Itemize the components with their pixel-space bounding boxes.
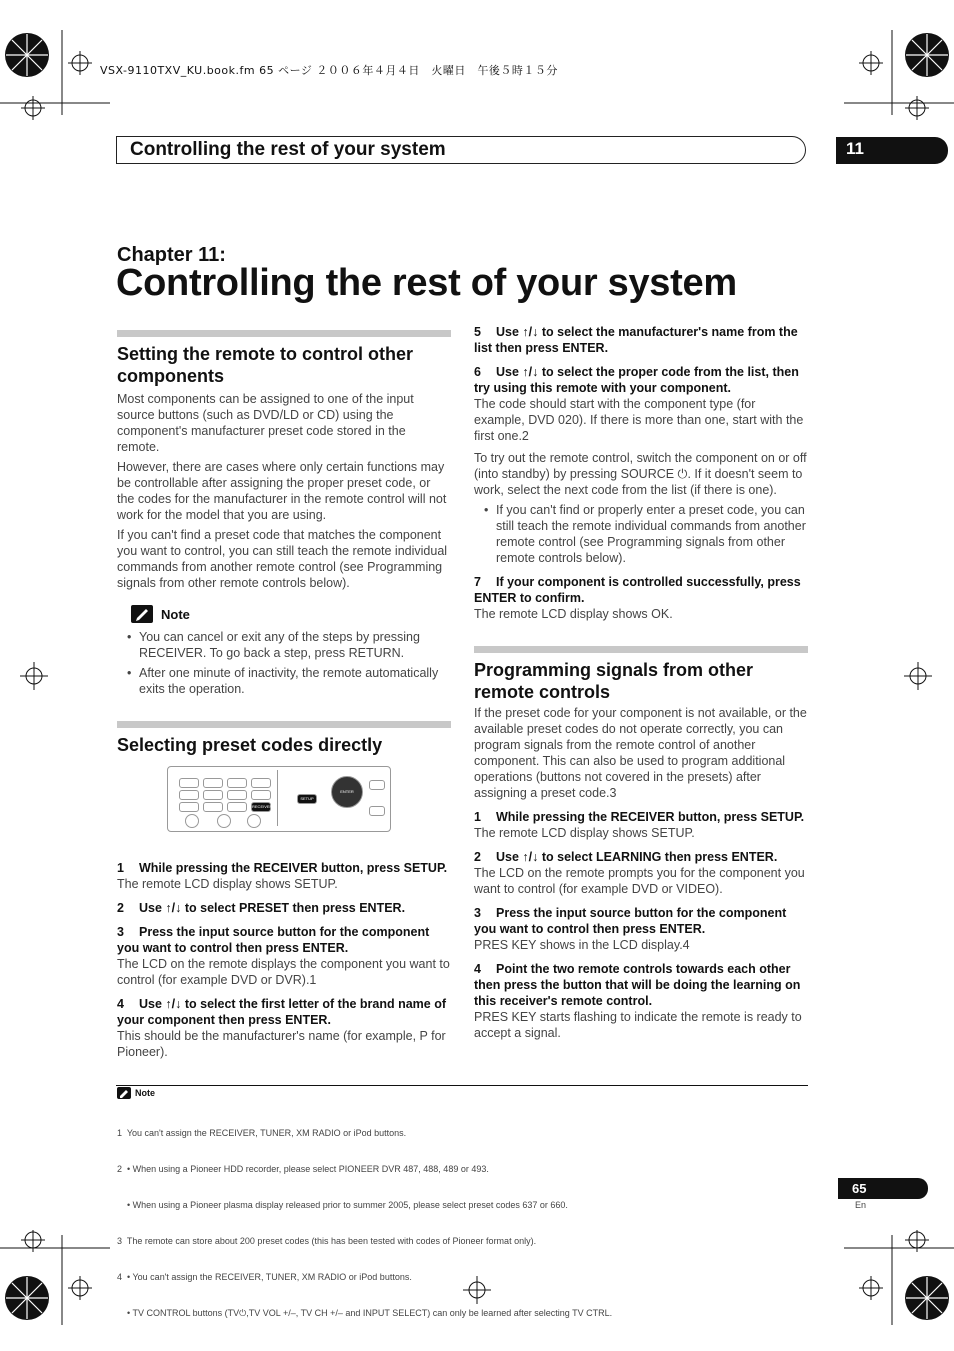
step-text: Point the two remote controls towards each other then press the button that will be doing the learning on this receiver's remote control. [474, 962, 801, 1008]
remote-button [369, 780, 385, 790]
remote-button [179, 802, 199, 812]
step-item: 3 Press the input source button for the component you want to control then press ENTER. The LCD on the remote displays the component you want to control (for example DVD or DVR).1 [117, 925, 450, 987]
section-rule [474, 646, 808, 653]
footnote-line: 1 You can't assign the RECEIVER, TUNER, XM RADIO or iPod buttons. [117, 1128, 407, 1138]
step-detail: The LCD on the remote prompts you for the component you want to control (for example DVD or VIDEO). [474, 866, 805, 896]
step-detail: The remote LCD display shows SETUP. [117, 877, 338, 891]
note-pencil-icon [131, 605, 153, 623]
remote-button [227, 778, 247, 788]
paragraph: Most components can be assigned to one of the input source buttons (such as DVD/LD or CD) using the component's manufacturer preset code stored in the remote. [117, 392, 414, 454]
step-text: Use ↑/↓ to select the first letter of the brand name of your component then press ENTER. [117, 997, 447, 1027]
note-label: Note [161, 606, 190, 622]
footnote-line: • TV CONTROL buttons (TV⏻,TV VOL +/–, TV CH +/– and INPUT SELECT) can only be learned after selecting TV CTRL. [117, 1308, 613, 1318]
remote-receiver-button: RECEIVER [251, 802, 271, 812]
step-text: While pressing the RECEIVER button, press SETUP. [496, 810, 805, 824]
step-item: 6 Use ↑/↓ to select the proper code from the list, then try using this remote with your component. The code should start with the component type (for example, DVD 020). If there is more than one, start with the first one.2 [474, 364, 808, 444]
step-text: Use ↑/↓ to select PRESET then press ENTER. [139, 901, 406, 915]
remote-button [203, 790, 223, 800]
note-pencil-icon [117, 1087, 131, 1099]
paragraph: However, there are cases where only certain functions may be controllable after assigning the proper preset code, or the codes for the manufacturer in the remote control will not work for the model that you are using. [117, 460, 447, 522]
step-text: Use ↑/↓ to select LEARNING then press ENTER. [496, 850, 778, 864]
right-column [474, 324, 808, 1041]
section-rule [117, 330, 451, 337]
section-intro: If the preset code for your component is not available, or the available preset codes do not operate correctly, you can program signals from the remote control of another component. This can also be used to program additional operations (buttons not covered in the presets) after assigning a preset code.3 [474, 706, 807, 800]
footnote-rule [116, 1085, 808, 1086]
step-item: 4 Point the two remote controls towards each other then press the button that will be doing the learning on this receiver's remote control. PRES KEY starts flashing to indicate the remote is ready to accept a signal. [474, 961, 808, 1041]
remote-button [179, 790, 199, 800]
remote-setup-button: SETUP [297, 794, 317, 804]
chapter-title: Controlling the rest of your system [116, 262, 737, 304]
step-item: 3 Press the input source button for the component you want to control then press ENTER. PRES KEY shows in the LCD display.4 [474, 905, 808, 953]
step-item: 2 Use ↑/↓ to select LEARNING then press ENTER. The LCD on the remote prompts you for the component you want to control (for example DVD or VIDEO). [474, 849, 808, 897]
section-heading-selecting-preset: Selecting preset codes directly [117, 735, 383, 755]
step-text: While pressing the RECEIVER button, press SETUP. [139, 861, 448, 875]
section-body [117, 391, 451, 591]
remote-number-button [247, 814, 261, 828]
note-item: • You can cancel or exit any of the steps by pressing RECEIVER. To go back a step, press RETURN. [117, 629, 451, 661]
remote-divider [277, 770, 278, 826]
step-item: 7 If your component is controlled successfully, press ENTER to confirm. The remote LCD display shows OK. [474, 574, 808, 622]
footnote-heading [117, 1087, 807, 1099]
step-text: Press the input source button for the component you want to control then press ENTER. [117, 925, 430, 955]
steps-list [474, 809, 808, 1041]
page-number: 65 [838, 1178, 928, 1199]
running-header-title: Controlling the rest of your system [130, 139, 446, 160]
remote-button [203, 778, 223, 788]
footnote-list [117, 1103, 807, 1343]
step-item: 1 While pressing the RECEIVER button, press SETUP. The remote LCD display shows SETUP. [117, 860, 451, 892]
chapter-number-badge: 11 [836, 137, 948, 164]
step-detail: The remote LCD display shows OK. [474, 607, 673, 621]
footnote-label: Note [135, 1088, 155, 1098]
remote-button [227, 790, 247, 800]
step-text: Use ↑/↓ to select the manufacturer's name from the list then press ENTER. [474, 325, 798, 355]
left-column [117, 330, 451, 1060]
file-header: VSX-9110TXV_KU.book.fm 65 ページ ２００６年４月４日 火曜日 午後５時１５分 [100, 64, 558, 77]
step-item: 5 Use ↑/↓ to select the manufacturer's name from the list then press ENTER. [474, 325, 798, 355]
footnote-line: 2 • When using a Pioneer HDD recorder, please select PIONEER DVR 487, 488, 489 or 493. [117, 1164, 489, 1174]
steps-list [117, 860, 451, 1060]
tryout-paragraph: To try out the remote control, switch the component on or off (into standby) by pressing SOURCE ⏻. If it doesn't seem to work, select the next code from the list (if there is one). [474, 451, 807, 497]
section-heading-setting-remote: Setting the remote to control other components [117, 344, 414, 386]
step-detail: The remote LCD display shows SETUP. [474, 826, 695, 840]
footnote-line: 3 The remote can store about 200 preset codes (this has been tested with codes of Pioneer format only). [117, 1236, 537, 1246]
step-detail: PRES KEY shows in the LCD display.4 [474, 938, 690, 952]
step-text: Use ↑/↓ to select the proper code from the list, then try using this remote with your component. [474, 365, 799, 395]
remote-button [179, 778, 199, 788]
paragraph: If you can't find a preset code that matches the component you want to control, you can still teach the remote individual commands from another remote control (see Programming signals from other remote controls below). [117, 528, 448, 590]
remote-enter-button: ENTER [331, 776, 363, 808]
chapter-label: Chapter 11: [117, 244, 226, 266]
remote-number-button [185, 814, 199, 828]
remote-button [227, 802, 247, 812]
note-list [117, 629, 451, 697]
remote-button [369, 806, 385, 816]
remote-button [251, 778, 271, 788]
section-heading-programming-signals: Programming signals from other remote controls [474, 660, 754, 702]
remote-button [251, 790, 271, 800]
note-heading [131, 605, 451, 623]
footnote-line: 4 • You can't assign the RECEIVER, TUNER, XM RADIO or iPod buttons. [117, 1272, 412, 1282]
remote-number-button [217, 814, 231, 828]
step-item: 2 Use ↑/↓ to select PRESET then press ENTER. [117, 901, 406, 915]
step-item: 1 While pressing the RECEIVER button, press SETUP. The remote LCD display shows SETUP. [474, 809, 808, 841]
page-language: En [855, 1200, 867, 1210]
remote-button [203, 802, 223, 812]
footnotes [117, 1087, 807, 1343]
step-detail: PRES KEY starts flashing to indicate the remote is ready to accept a signal. [474, 1010, 802, 1040]
remote-illustration [117, 766, 451, 838]
footnote-line: • When using a Pioneer plasma display released prior to summer 2005, please select preset codes 637 or 660. [117, 1200, 568, 1210]
note-item: • After one minute of inactivity, the remote automatically exits the operation. [117, 665, 451, 697]
tryout-bullet: • If you can't find or properly enter a preset code, you can still teach the remote individual commands from another remote control (see Programming signals from other remote controls below). [474, 502, 808, 566]
step-detail: The code should start with the component type (for example, DVD 020). If there is more than one, start with the first one.2 [474, 397, 804, 443]
step-text: If your component is controlled successfully, press ENTER to confirm. [474, 575, 801, 605]
section-rule [117, 721, 451, 728]
step-text: Press the input source button for the component you want to control then press ENTER. [474, 906, 787, 936]
step-detail: This should be the manufacturer's name (for example, P for Pioneer). [117, 1029, 446, 1059]
step-item: 4 Use ↑/↓ to select the first letter of the brand name of your component then press ENTER. This should be the manufacturer's name (for example, P for Pioneer). [117, 996, 451, 1060]
step-detail: The LCD on the remote displays the component you want to control (for example DVD or DVR).1 [117, 957, 450, 987]
